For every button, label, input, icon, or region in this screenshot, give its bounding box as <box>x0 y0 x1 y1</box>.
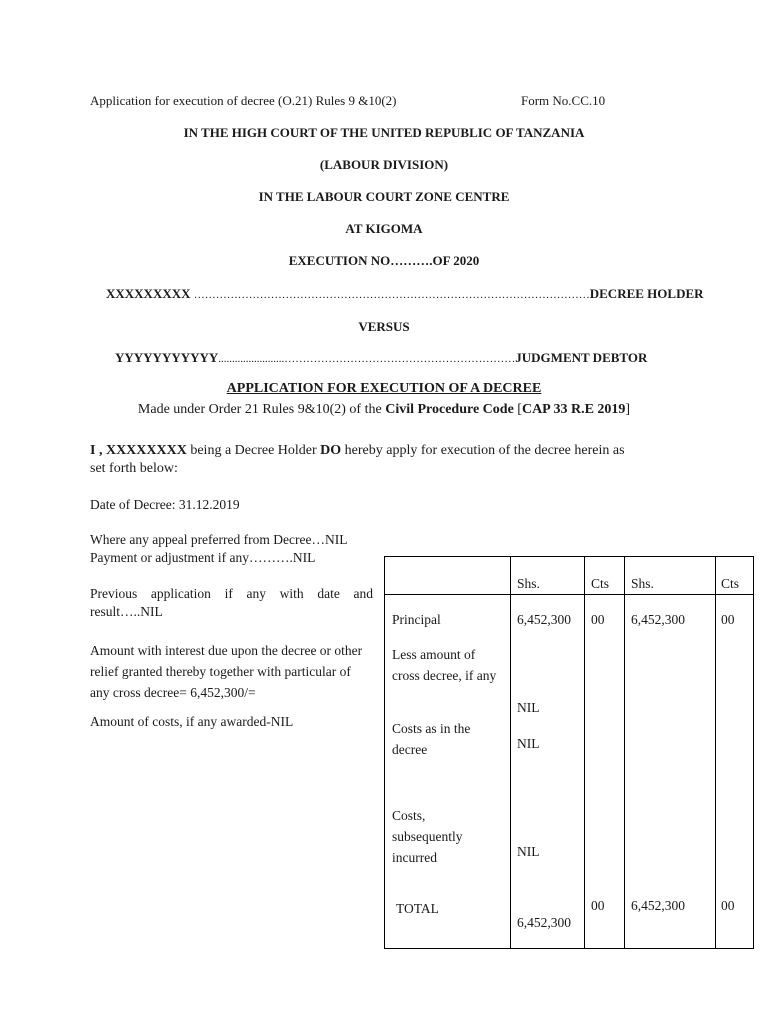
principal-shs-2: 6,452,300 <box>631 612 685 627</box>
statement-line-2: set forth below: <box>90 461 178 476</box>
column-divider <box>584 557 585 948</box>
application-rule-line: Application for execution of decree (O.21) Rules 9 &10(2) <box>90 93 397 108</box>
appeal-preferred: Where any appeal preferred from Decree…NIL <box>90 532 348 547</box>
row-label-costs-decree: Costs as in the decree <box>392 721 471 757</box>
made-under-line <box>0 402 768 418</box>
column-divider <box>624 557 625 948</box>
judgment-debtor-dots: ........................……………………………………………………… <box>218 353 516 365</box>
judgment-debtor-role: JUDGMENT DEBTOR <box>515 350 648 365</box>
court-heading: IN THE HIGH COURT OF THE UNITED REPUBLIC OF TANZANIA <box>183 125 585 140</box>
statement-i: I , <box>90 443 106 458</box>
costs-awarded: Amount of costs, if any awarded-NIL <box>90 714 294 729</box>
less-cross-decree-value: NIL <box>517 700 540 715</box>
made-under-prefix: Made under Order 21 Rules 9&10(2) of the <box>137 402 386 417</box>
statement-do: DO <box>320 443 342 458</box>
principal-shs-1: 6,452,300 <box>517 612 571 627</box>
total-cts-2: 00 <box>721 898 735 913</box>
cap-close: ] <box>625 402 631 417</box>
division-heading: (LABOUR DIVISION) <box>319 157 449 172</box>
decree-holder-dots: ……………………………………………………………………………………………… <box>193 289 590 301</box>
statement-text-1: being a Decree Holder <box>186 443 321 458</box>
column-divider <box>715 557 716 948</box>
total-cts-1: 00 <box>591 898 605 913</box>
row-label-total: TOTAL <box>396 901 439 916</box>
versus-label: VERSUS <box>358 319 410 334</box>
zone-heading: IN THE LABOUR COURT ZONE CENTRE <box>258 189 510 204</box>
code-name: Civil Procedure Code <box>385 402 514 417</box>
row-label-principal: Principal <box>392 612 441 627</box>
judgment-debtor-line <box>115 350 647 366</box>
total-shs-2: 6,452,300 <box>631 898 685 913</box>
decree-holder-role: DECREE HOLDER <box>589 286 704 301</box>
application-title: APPLICATION FOR EXECUTION OF A DECREE <box>226 381 542 396</box>
amount-with-interest: Amount with interest due upon the decree or other relief granted thereby together with particular of any cross decree= 6,452,300/= <box>90 643 363 700</box>
total-shs-1: 6,452,300 <box>517 915 571 930</box>
header-shs-2: Shs. <box>631 576 654 591</box>
statement-text-2: hereby apply for execution of the decree herein as <box>341 443 625 458</box>
row-label-costs-subsequent: Costs, subsequently incurred <box>392 808 463 865</box>
column-divider <box>510 557 511 948</box>
principal-cts-2: 00 <box>721 612 735 627</box>
date-of-decree: Date of Decree: 31.12.2019 <box>90 497 240 512</box>
cap-reference: CAP 33 R.E 2019 <box>521 402 626 417</box>
decree-holder-name: XXXXXXXXX <box>106 286 191 301</box>
payment-adjustment: Payment or adjustment if any……….NIL <box>90 550 316 565</box>
header-cts-2: Cts <box>721 576 740 591</box>
decree-holder-line <box>106 286 704 302</box>
cap-open: [ <box>513 402 522 417</box>
row-label-less-cross-decree: Less amount of cross decree, if any <box>392 647 497 683</box>
applicant-name: XXXXXXXX <box>105 443 187 458</box>
location-heading: AT KIGOMA <box>345 221 423 236</box>
previous-application: Previous application if any with date and result…..NIL <box>90 586 373 619</box>
costs-decree-value: NIL <box>517 736 540 751</box>
header-divider <box>385 594 753 595</box>
execution-number: EXECUTION NO……….OF 2020 <box>288 253 480 268</box>
costs-subsequent-value: NIL <box>517 844 540 859</box>
principal-cts-1: 00 <box>591 612 605 627</box>
form-number: Form No.CC.10 <box>521 93 606 108</box>
decree-amount-table <box>384 556 754 949</box>
header-shs-1: Shs. <box>517 576 540 591</box>
header-cts-1: Cts <box>591 576 610 591</box>
judgment-debtor-name: YYYYYYYYYYY <box>115 350 219 365</box>
statement-line-1 <box>90 443 625 459</box>
